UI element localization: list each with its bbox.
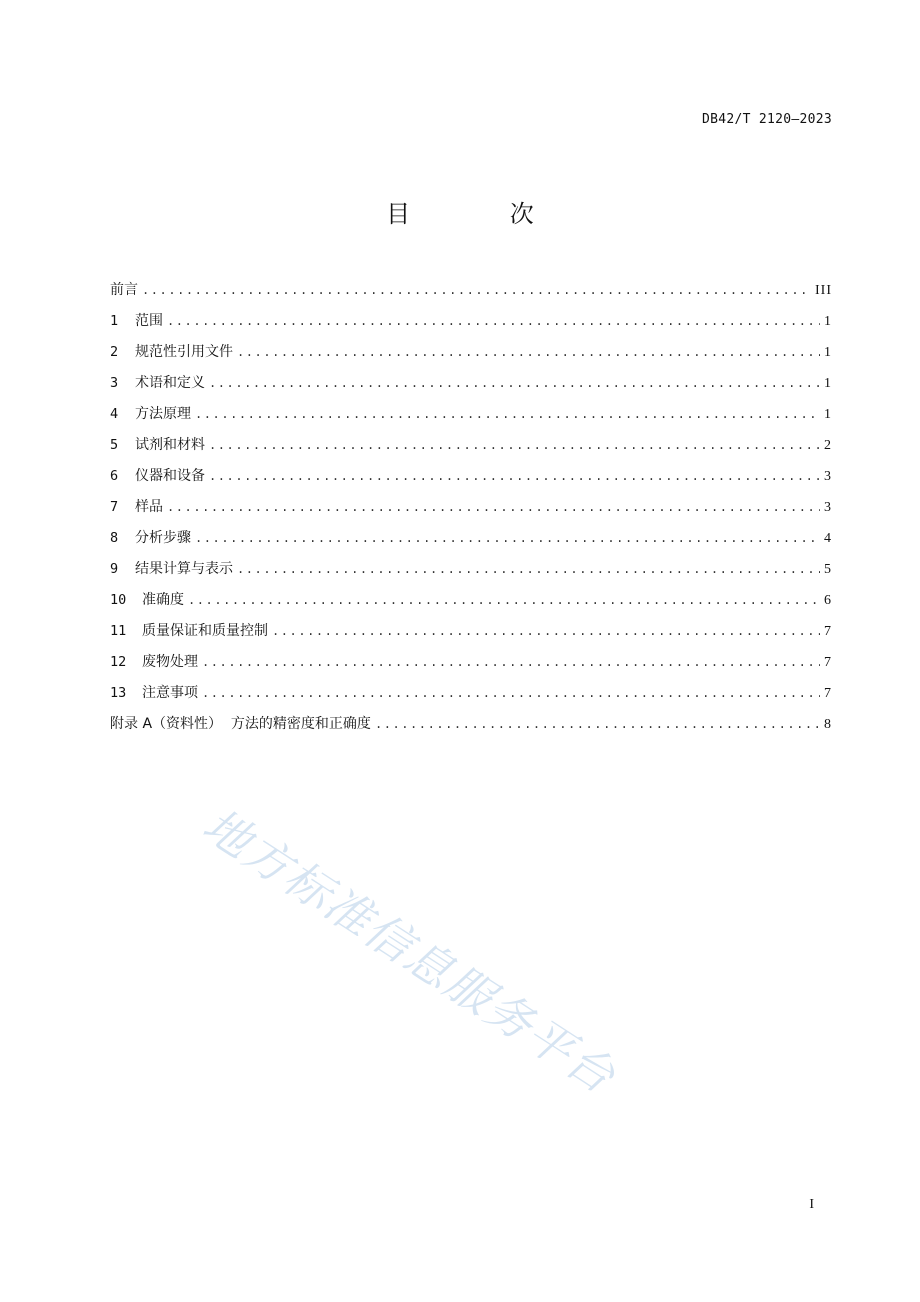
dot-leader <box>188 589 820 611</box>
toc-entry-foreword[interactable] <box>110 279 832 310</box>
toc-entry-label: 仪器和设备 <box>135 468 205 484</box>
toc-entry-number: 2 <box>110 344 119 360</box>
toc-entry-label: 结果计算与表示 <box>135 561 233 577</box>
toc-entry-13[interactable] <box>110 682 832 713</box>
toc-entry-page: 5 <box>824 562 832 577</box>
toc-entry-number: 8 <box>110 530 119 546</box>
dot-leader <box>375 713 820 735</box>
watermark: 地方标准信息服务平台 <box>193 797 626 1105</box>
toc-entry-label: 前言 <box>110 282 138 298</box>
toc-entry-page: 8 <box>824 717 832 732</box>
toc-entry-page: 1 <box>824 345 832 360</box>
toc-entry-page: 7 <box>824 624 832 639</box>
toc-entry-page: 4 <box>824 531 832 546</box>
toc-entry-4[interactable] <box>110 403 832 434</box>
toc-entry-1[interactable] <box>110 310 832 341</box>
dot-leader <box>195 403 820 425</box>
dot-leader <box>209 465 820 487</box>
toc-entry-3[interactable] <box>110 372 832 403</box>
dot-leader <box>142 279 811 301</box>
toc-entry-12[interactable] <box>110 651 832 682</box>
toc-entry-label: 术语和定义 <box>135 375 205 391</box>
dot-leader <box>237 558 820 580</box>
toc-entry-page: III <box>815 283 832 298</box>
toc-entry-label: 范围 <box>135 313 163 329</box>
dot-leader <box>167 310 820 332</box>
toc-entry-page: 2 <box>824 438 832 453</box>
toc-entry-number: 5 <box>110 437 119 453</box>
toc-entry-label: 规范性引用文件 <box>135 344 233 360</box>
toc-entry-appendix-a[interactable] <box>110 713 832 744</box>
toc-entry-number: 11 <box>110 623 127 639</box>
toc-entry-label: 分析步骤 <box>135 530 191 546</box>
toc-entry-page: 1 <box>824 407 832 422</box>
toc-entry-number: 1 <box>110 313 119 329</box>
toc-entry-page: 7 <box>824 686 832 701</box>
toc-entry-label: 废物处理 <box>142 654 198 670</box>
toc-entry-label: 试剂和材料 <box>135 437 205 453</box>
toc-entry-label: 方法原理 <box>135 406 191 422</box>
toc-entry-page: 7 <box>824 655 832 670</box>
toc-entry-label: 准确度 <box>142 592 184 608</box>
toc-entry-page: 6 <box>824 593 832 608</box>
toc-entry-2[interactable] <box>110 341 832 372</box>
toc-entry-page: 3 <box>824 469 832 484</box>
toc-entry-9[interactable] <box>110 558 832 589</box>
dot-leader <box>272 620 820 642</box>
toc-entry-page: 1 <box>824 314 832 329</box>
table-of-contents <box>110 279 832 744</box>
dot-leader <box>202 682 820 704</box>
toc-entry-6[interactable] <box>110 465 832 496</box>
toc-entry-label: 质量保证和质量控制 <box>142 623 268 639</box>
page-title: 目 次 <box>386 200 580 228</box>
dot-leader <box>237 341 820 363</box>
toc-entry-number: 12 <box>110 654 127 670</box>
toc-entry-7[interactable] <box>110 496 832 527</box>
toc-entry-number: 3 <box>110 375 119 391</box>
toc-entry-number: 4 <box>110 406 119 422</box>
dot-leader <box>202 651 820 673</box>
toc-entry-label: 样品 <box>135 499 163 515</box>
toc-entry-page: 3 <box>824 500 832 515</box>
dot-leader <box>209 372 820 394</box>
toc-entry-label: 注意事项 <box>142 685 198 701</box>
dot-leader <box>209 434 820 456</box>
toc-entry-10[interactable] <box>110 589 832 620</box>
dot-leader <box>195 527 820 549</box>
toc-entry-11[interactable] <box>110 620 832 651</box>
toc-entry-number: 13 <box>110 685 127 701</box>
toc-entry-number: 6 <box>110 468 119 484</box>
toc-entry-page: 1 <box>824 376 832 391</box>
standard-code: DB42/T 2120—2023 <box>701 112 832 127</box>
dot-leader <box>167 496 820 518</box>
toc-entry-number: 7 <box>110 499 119 515</box>
toc-entry-5[interactable] <box>110 434 832 465</box>
toc-entry-number: 9 <box>110 561 119 577</box>
toc-entry-8[interactable] <box>110 527 832 558</box>
page-number: I <box>809 1197 814 1212</box>
toc-entry-number: 10 <box>110 592 127 608</box>
toc-entry-label: 附录 A（资料性） 方法的精密度和正确度 <box>110 716 371 732</box>
